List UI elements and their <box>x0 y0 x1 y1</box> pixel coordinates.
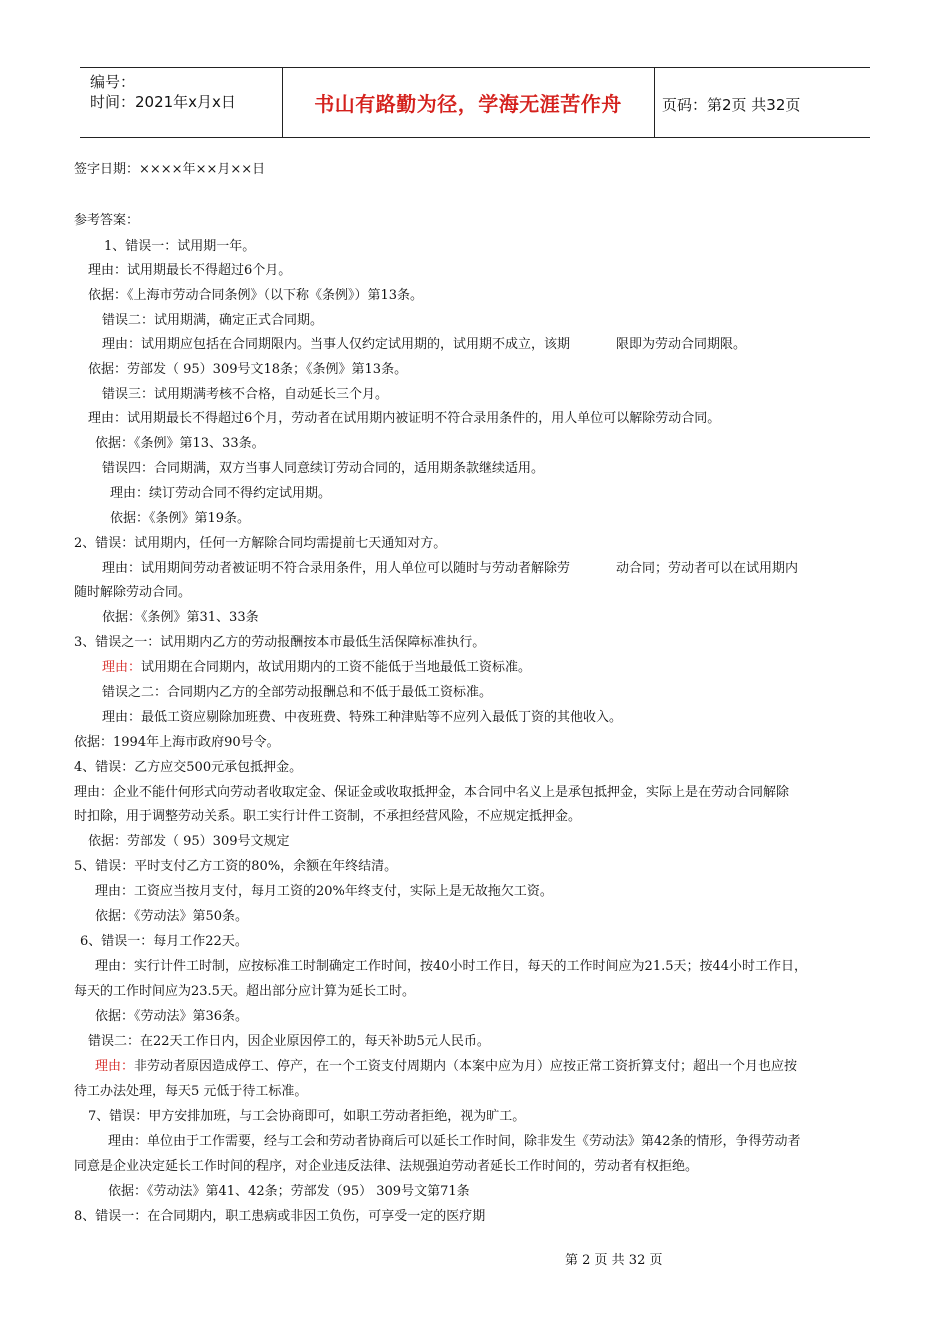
body-line: 随时解除劳动合同。 <box>74 585 192 600</box>
body-line: 错误二：在22天工作日内，因企业原因停工的，每天补助5元人民币。 <box>88 1034 490 1049</box>
document-number-label: 编号： <box>90 73 136 91</box>
footer-page-number: 第 2 页 共 32 页 <box>565 1253 663 1268</box>
body-line: 理由：试用期间劳动者被证明不符合录用条件，用人单位可以随时与劳动者解除劳 动合同；劳动者可以在试用期内 <box>102 561 799 576</box>
body-line: 理由：试用期应包括在合同期限内。当事人仅约定试用期的，试用期不成立，该期 限即为劳动合同期限。 <box>102 337 747 352</box>
body-line: 理由：试用期最长不得超过6个月，劳动者在试用期内被证明不符合录用条件的，用人单位可以解除劳动合同。 <box>88 411 721 426</box>
body-line: 每天的工作时间应为23.5天。超出部分应计算为延长工时。 <box>74 984 415 999</box>
answers-title: 参考答案： <box>74 213 140 228</box>
document-date-label: 时间：2021年x月x日 <box>90 93 236 111</box>
sign-date: 签字日期：××××年××月××日 <box>74 162 266 177</box>
body-line: 理由：试用期最长不得超过6个月。 <box>88 263 292 278</box>
body-line: 依据：《劳动法》第41、42条；劳部发（95） 309号文第71条 <box>108 1184 470 1199</box>
body-line: 错误三：试用期满考核不合格，自动延长三个月。 <box>102 387 389 402</box>
body-line: 依据：劳部发（ 95）309号文规定 <box>88 834 290 849</box>
body-line: 3、错误之一：试用期内乙方的劳动报酬按本市最低生活保障标准执行。 <box>74 635 486 650</box>
reason-label-red: 理由： <box>95 1059 135 1074</box>
body-line: 错误二：试用期满，确定正式合同期。 <box>102 313 324 328</box>
body-line: 理由：单位由于工作需要，经与工会和劳动者协商后可以延长工作时间，除非发生《劳动法》第42条的情形，争得劳动者 <box>108 1134 801 1149</box>
body-line: 2、错误：试用期内，任何一方解除合同均需提前七天通知对方。 <box>74 536 447 551</box>
body-line: 理由：试用期在合同期内，故试用期内的工资不能低于当地最低工资标准。 <box>102 660 532 675</box>
body-line: 理由：工资应当按月支付，每月工资的20%年终支付，实际上是无故拖欠工资。 <box>95 884 553 899</box>
body-line: 依据：《劳动法》第36条。 <box>95 1009 249 1024</box>
body-line: 依据：《条例》第13、33条。 <box>95 436 265 451</box>
body-line: 5、错误：平时支付乙方工资的80%，余额在年终结清。 <box>74 859 398 874</box>
body-line: 依据：《劳动法》第50条。 <box>95 909 249 924</box>
body-line: 时扣除，用于调整劳动关系。职工实行计件工资制，不承担经营风险，不应规定抵押金。 <box>74 809 582 824</box>
page-info-label: 页码：第2页 共32页 <box>662 96 801 114</box>
body-line: 8、错误一：在合同期内，职工患病或非因工负伤，可享受一定的医疗期 <box>74 1209 486 1224</box>
body-line: 6、错误一：每月工作22天。 <box>80 934 248 949</box>
motto-text: 书山有路勤为径，学海无涯苦作舟 <box>314 92 622 116</box>
body-line: 待工办法处理，每天5 元低于待工标准。 <box>74 1084 308 1099</box>
body-line: 错误四：合同期满，双方当事人同意续订劳动合同的，适用期条款继续适用。 <box>102 461 545 476</box>
reason-label-red: 理由： <box>102 660 142 675</box>
body-line: 同意是企业决定延长工作时间的程序，对企业违反法律、法规强迫劳动者延长工作时间的，劳动者有权拒绝。 <box>74 1159 699 1174</box>
body-line: 理由：续订劳动合同不得约定试用期。 <box>110 486 332 501</box>
body-line: 错误之二：合同期内乙方的全部劳动报酬总和不低于最低工资标准。 <box>102 685 493 700</box>
body-line: 理由：最低工资应剔除加班费、中夜班费、特殊工种津贴等不应列入最低丁资的其他收入。 <box>102 710 623 725</box>
body-line: 1、错误一：试用期一年。 <box>104 239 256 254</box>
body-line: 7、错误：甲方安排加班，与工会协商即可，如职工劳动者拒绝，视为旷工。 <box>88 1109 526 1124</box>
body-line: 依据：《条例》第31、33条 <box>102 610 259 625</box>
body-line: 理由：实行计件工时制，应按标准工时制确定工作时间，按40小时工作日，每天的工作时间应为21.5天；按44小时工作日， <box>95 959 808 974</box>
body-line: 依据：劳部发（ 95）309号文18条；《条例》第13条。 <box>88 362 408 377</box>
body-line: 4、错误：乙方应交500元承包抵押金。 <box>74 760 303 775</box>
body-line: 理由：非劳动者原因造成停工、停产，在一个工资支付周期内（本案中应为月）应按正常工资折算支付；超出一个月也应按 <box>95 1059 798 1074</box>
body-line: 依据：《条例》第19条。 <box>110 511 251 526</box>
body-line: 理由：企业不能什何形式向劳动者收取定金、保证金或收取抵押金，本合同中名义上是承包抵押金，实际上是在劳动合同解除 <box>74 785 790 800</box>
body-line: 依据：《上海市劳动合同条例》（以下称《条例》）第13条。 <box>88 288 424 303</box>
body-line: 依据：1994年上海市政府90号令。 <box>74 735 280 750</box>
